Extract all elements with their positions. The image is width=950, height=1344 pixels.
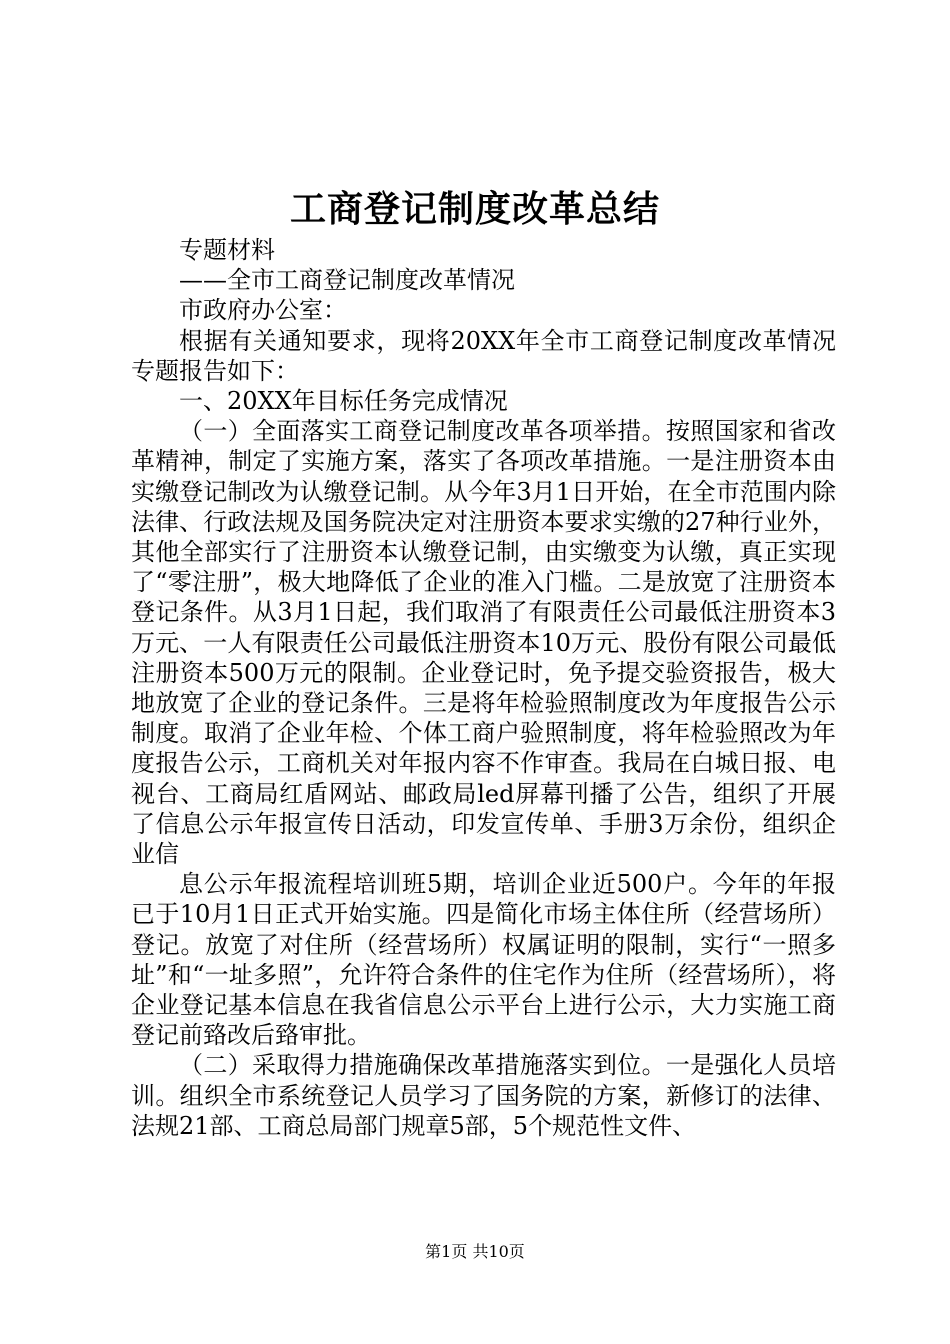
- paragraph-subtitle: ——全市工商登记制度改革情况: [179, 266, 515, 295]
- paragraph-addressee: 市政府办公室：: [179, 296, 347, 325]
- paragraph-intro: 根据有关通知要求，现将20XX年全市工商登记制度改革情况专题报告如下：: [131, 326, 836, 385]
- paragraph-part-two: （二）采取得力措施确保改革措施落实到位。一是强化人员培训。组织全市系统登记人员学习了国务院的方案，新修订的法律、法规21部、工商总局部门规章5部，5个规范性文件、: [131, 1051, 836, 1140]
- document-title: 工商登记制度改革总结: [289, 188, 660, 230]
- page-footer: 第1页 共10页: [425, 1242, 525, 1261]
- paragraph-topic: 专题材料: [179, 236, 275, 264]
- document-body: [131, 235, 836, 1141]
- paragraph-part-one-continued: 息公示年报流程培训班5期，培训企业近500户。今年的年报已于10月1日正式开始实施。四是简化市场主体住所（经营场所）登记。放宽了对住所（经营场所）权属证明的限制，实行“一照多址”和“一址多照”，允许符合条件的住宅作为住所（经营场所），将企业登记基本信息在我省信息公示平台上进行公示，大力实施工商登记前臵改后臵审批。: [131, 870, 836, 1050]
- paragraph-section-heading: 一、20XX年目标任务完成情况: [179, 387, 508, 416]
- paragraph-part-one: （一）全面落实工商登记制度改革各项举措。按照国家和省改革精神，制定了实施方案，落实了各项改革措施。一是注册资本由实缴登记制改为认缴登记制。从今年3月1日开始，在全市范围内除法律、行政法规及国务院决定对注册资本要求实缴的27种行业外，其他全部实行了注册资本认缴登记制，由实缴变为认缴，真正实现了“零注册”，极大地降低了企业的准入门槛。二是放宽了注册资本登记条件。从3月1日起，我们取消了有限责任公司最低注册资本3万元、一人有限责任公司最低注册资本10万元、股份有限公司最低注册资本500万元的限制。企业登记时，免予提交验资报告，极大地放宽了企业的登记条件。三是将年检验照制度改为年度报告公示制度。取消了企业年检、个体工商户验照制度，将年检验照改为年度报告公示，工商机关对年报内容不作审查。我局在白城日报、电视台、工商局红盾网站、邮政局led屏幕刊播了公告，组织了开展了信息公示年报宣传日活动，印发宣传单、手册3万余份，组织企业信: [131, 417, 836, 869]
